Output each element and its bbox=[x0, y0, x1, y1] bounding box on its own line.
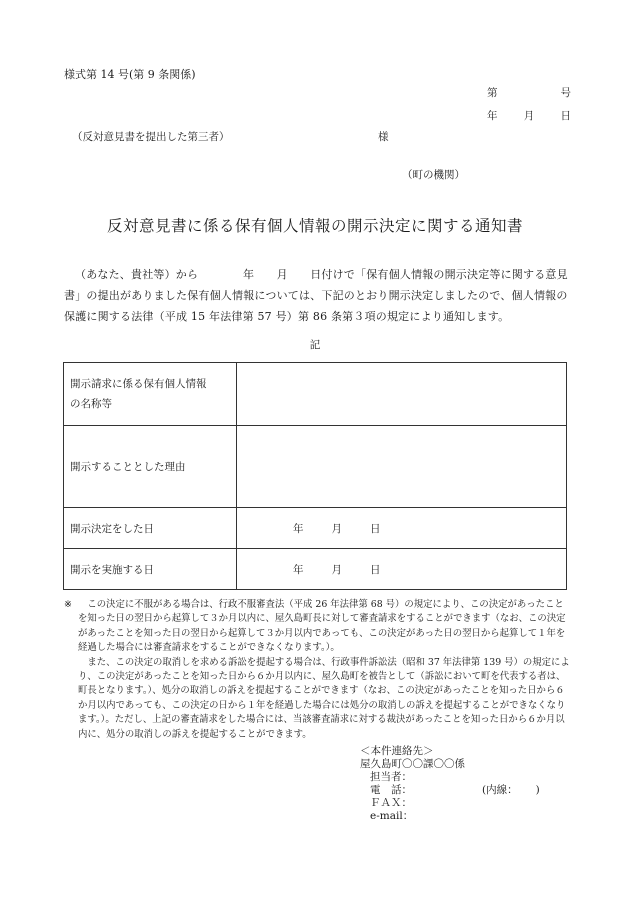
form-number: 様式第 14 号(第 9 条関係) bbox=[64, 68, 196, 81]
document-date bbox=[487, 108, 571, 123]
record-label: 記 bbox=[309, 339, 321, 351]
table-value bbox=[237, 426, 567, 508]
document-number bbox=[487, 85, 571, 100]
table-row bbox=[64, 549, 567, 590]
table-label bbox=[64, 363, 237, 426]
contact-fax: ＦＡＸ： bbox=[370, 797, 412, 809]
notes bbox=[64, 598, 572, 742]
table-label: 開示を実施する日 bbox=[64, 549, 237, 590]
table-value bbox=[237, 363, 567, 426]
year-label: 年 bbox=[293, 522, 304, 535]
table-row bbox=[64, 363, 567, 426]
month-label: 月 bbox=[331, 563, 342, 576]
label-line: の名称等 bbox=[70, 398, 112, 410]
body-text: （あなた、貴社等）から 年 月 日付けで「保有個人情報の開示決定等に関する意見書」の提出がありました保有個人情報については、下記のとおり開示決定しましたので、個人情報の保護に関する法律（平成 15 年法律第 57 号）第 86 条第３項の規定により通知します。 bbox=[64, 268, 568, 323]
document-title: 反対意見書に係る保有個人情報の開示決定に関する通知書 bbox=[106, 217, 523, 235]
issuer: （町の機関） bbox=[402, 169, 465, 181]
contact-person: 担当者： bbox=[370, 771, 412, 783]
year-label: 年 bbox=[293, 563, 304, 576]
label-line: 開示請求に係る保有個人情報 bbox=[70, 378, 207, 390]
contact-email: e-mail： bbox=[370, 810, 414, 822]
phone-extension: (内線： bbox=[482, 784, 518, 796]
phone-extension-close: ) bbox=[535, 784, 540, 796]
table-row bbox=[64, 508, 567, 549]
table-value bbox=[237, 508, 567, 549]
month-label: 月 bbox=[331, 522, 342, 535]
date-year: 年 bbox=[487, 110, 498, 122]
recipient: （反対意見書を提出した第三者） bbox=[72, 131, 230, 143]
info-table bbox=[63, 362, 567, 590]
doc-no-prefix: 第 bbox=[487, 87, 498, 99]
day-label: 日 bbox=[370, 563, 381, 576]
table-label: 開示決定をした日 bbox=[64, 508, 237, 549]
date-day: 日 bbox=[560, 110, 571, 122]
honorific: 様 bbox=[378, 131, 389, 143]
contact-department: 屋久島町〇〇課〇〇係 bbox=[360, 758, 465, 770]
note-paragraph: この決定に不服がある場合は、行政不服審査法（平成 26 年法律第 68 号）の規定により、この決定があったことを知った日の翌日から起算して３か月以内に、屋久島町長に対して審査請求をすることができます（なお、この決定があったことを知った日の翌日から起算して３か月以内であっても、この決定があった日の翌日から起算して１年を経過した場合には審査請求をすることができなくなります。）。 bbox=[78, 599, 566, 654]
day-label: 日 bbox=[370, 522, 381, 535]
table-value bbox=[237, 549, 567, 590]
doc-no-suffix: 号 bbox=[560, 87, 571, 99]
contact-heading: ＜本件連絡先＞ bbox=[360, 745, 434, 757]
contact-phone bbox=[360, 784, 540, 797]
date-month: 月 bbox=[523, 110, 535, 122]
table-row bbox=[64, 426, 567, 508]
note-mark: ※ bbox=[64, 599, 72, 610]
contact-info bbox=[360, 745, 540, 823]
phone-label: 電 話： bbox=[370, 784, 412, 796]
table-label: 開示することとした理由 bbox=[64, 426, 237, 508]
note-paragraph: また、この決定の取消しを求める訴訟を提起する場合は、行政事件訴訟法（昭和 37 年法律第 139 号）の規定により、この決定があったことを知った日から６か月以内に、屋久島町を被告として（訴訟において町を代表する者は、町長となります。）、処分の取消しの訴えを提起することができます（なお、この決定があったことを知った日から６か月以内であっても、この決定の日から１年を経過した場合には処分の取消しの訴えを提起することができなくなります。）。ただし、上記の審査請求をした場合には、当該審査請求に対する裁決があったことを知った日から６か月以内に、処分の取消しの訴えを提起することができます。 bbox=[78, 656, 570, 740]
